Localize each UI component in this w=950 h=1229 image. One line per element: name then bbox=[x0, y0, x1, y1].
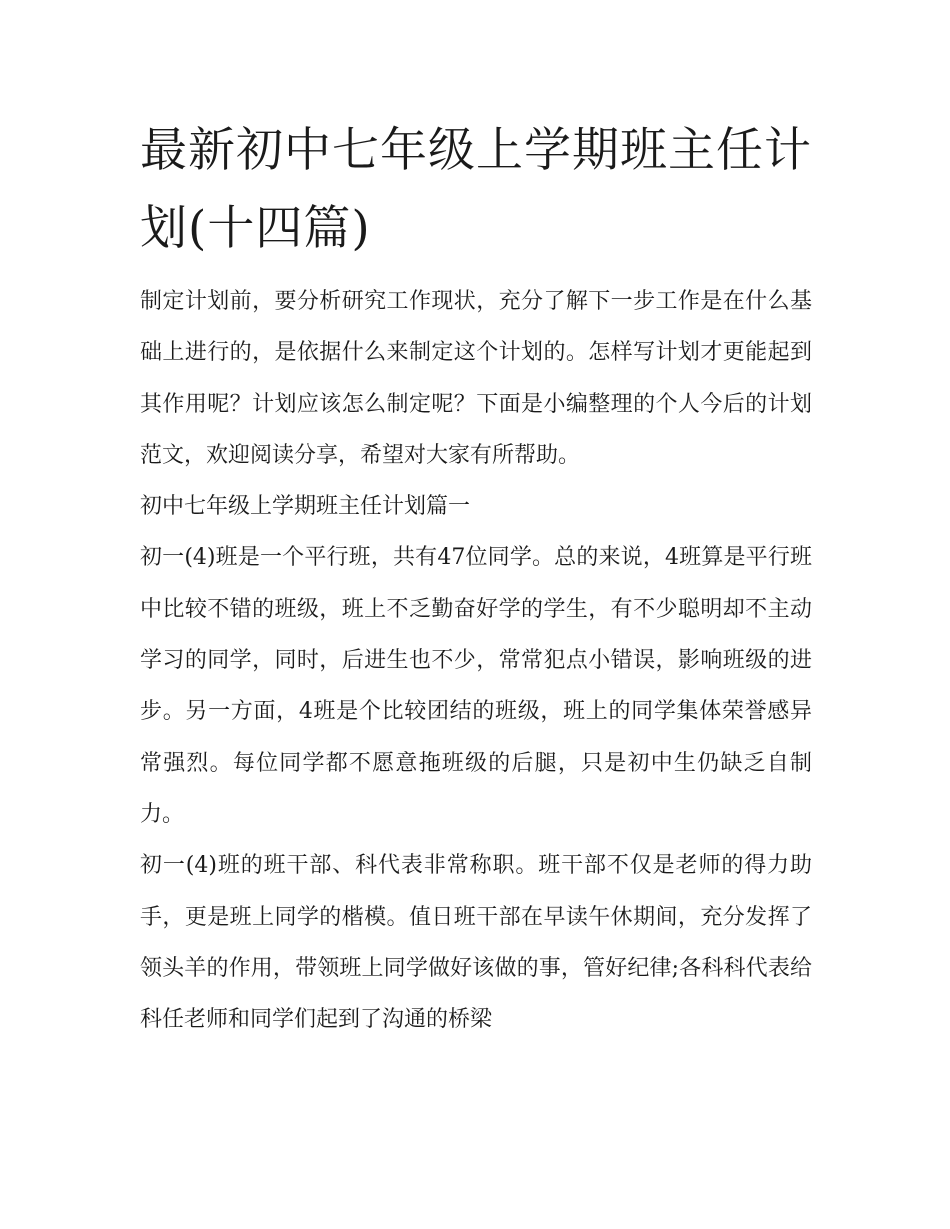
intro-paragraph: 制定计划前，要分析研究工作现状，充分了解下一步工作是在什么基础上进行的，是依据什么来制定这个计划的。怎样写计划才更能起到其作用呢？计划应该怎么制定呢？下面是小编整理的个人今后的计划范文，欢迎阅读分享，希望对大家有所帮助。 bbox=[140, 289, 812, 468]
class-overview-paragraph: 初一(4)班是一个平行班，共有47位同学。总的来说，4班算是平行班中比较不错的班级，班上不乏勤奋好学的学生，有不少聪明却不主动学习的同学，同时，后进生也不少，常常犯点小错误，影响班级的进步。另一方面，4班是个比较团结的班级，班上的同学集体荣誉感异常强烈。每位同学都不愿意拖班级的后腿，只是初中生仍缺乏自制力。 bbox=[140, 545, 812, 827]
document-title: 最新初中七年级上学期班主任计划(十四篇) bbox=[140, 123, 812, 256]
section-heading: 初中七年级上学期班主任计划篇一 bbox=[140, 494, 471, 520]
document-body bbox=[140, 276, 812, 1045]
class-cadre-paragraph: 初一(4)班的班干部、科代表非常称职。班干部不仅是老师的得力助手，更是班上同学的楷模。值日班干部在早读午休期间，充分发挥了领头羊的作用，带领班上同学做好该做的事，管好纪律;各科科代表给科任老师和同学们起到了沟通的桥梁 bbox=[140, 853, 812, 1033]
